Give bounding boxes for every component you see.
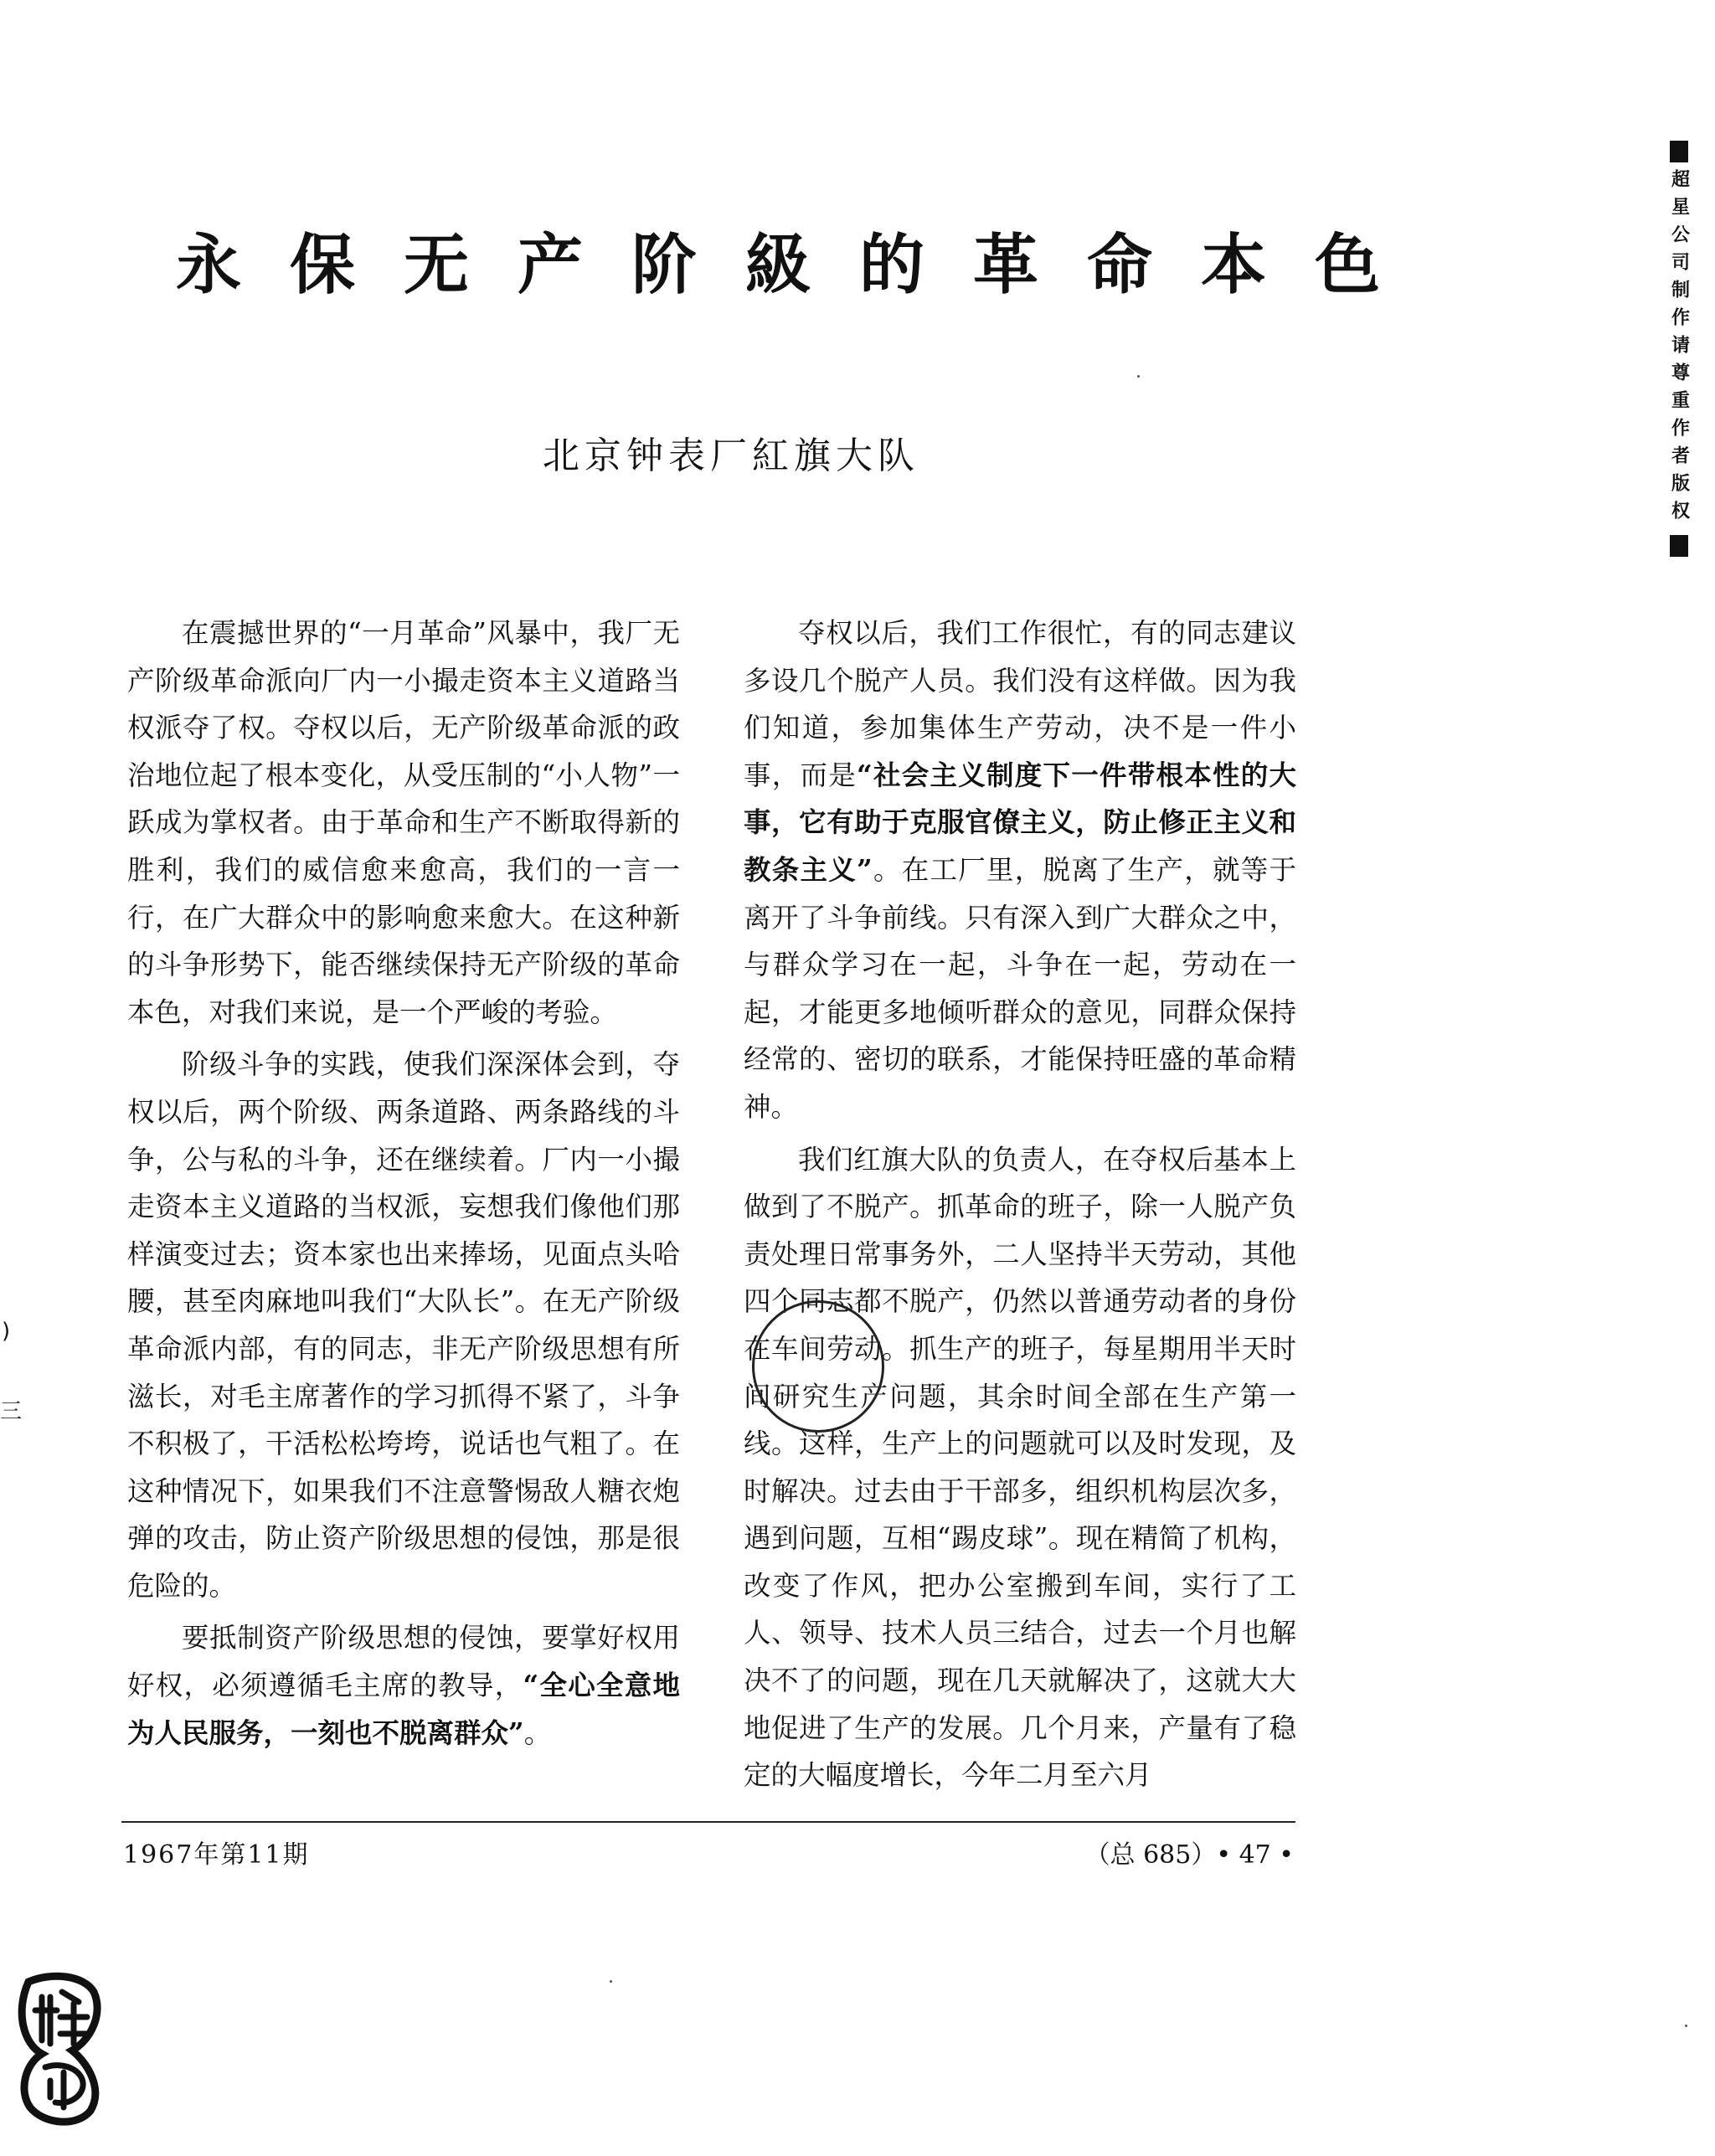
paragraph (127, 1614, 680, 1757)
text-run: 要抵制资产阶级思想的侵蚀，要掌好权用好权，必须遵循毛主席的教导， (127, 1622, 680, 1702)
scan-speck (610, 1980, 612, 1983)
scan-speck (1685, 2025, 1687, 2027)
article-title: 永保无产阶級的革命本色 (176, 227, 1429, 303)
margin-mark: ) (2, 1319, 11, 1344)
notice-bar-top (1670, 141, 1688, 162)
paragraph: 我们红旗大队的负责人，在夺权后基本上做到了不脱产。抓革命的班子，除一人脱产负责处理日常事务外，二人坚持半天劳动，其他四个同志都不脱产，仍然以普通劳动者的身份在车间劳动。抓生产的班子，每星期用半天时间研究生产问题，其余时间全部在生产第一线。这样，生产上的问题就可以及时发现，及时解决。过去由于干部多，组织机构层次多，遇到问题，互相“踢皮球”。现在精简了机构，改变了作风，把办公室搬到车间，实行了工人、领导、技术人员三结合，过去一个月也解决不了的问题，现在几天就解决了，这就大大地促进了生产的发展。几个月来，产量有了稳定的大幅度增长，今年二月至六月 (744, 1143, 1296, 1792)
text-run: 。在工厂里，脱离了生产，就等于离开了斗争前线。只有深入到广大群众之中，与群众学习在一起，斗争在一起，劳动在一起，才能更多地倾听群众的意见，同群众保持经常的、密切的联系，才能保持旺盛的革命精神。 (744, 853, 1296, 1123)
footer-rule (121, 1821, 1295, 1823)
notice-bar-bottom (1670, 535, 1688, 557)
right-column (744, 610, 1296, 1799)
quotation-bold: “全心全意地为人民服务，一刻也不脱离群众” (127, 1669, 680, 1749)
paragraph (744, 610, 1296, 1131)
left-column (127, 610, 680, 1757)
text-run: 。 (523, 1716, 552, 1749)
text-run: 夺权以后，我们工作很忙，有的同志建议多设几个脱产人员。我们没有这样做。因为我们知道，参加集体生产劳动，决不是一件小事，而是 (744, 617, 1296, 791)
notice-text: 超星公司制作请尊重作者版权 (1668, 169, 1690, 528)
margin-mark: 三 (0, 1399, 23, 1424)
issue-label: 1967年第11期 (123, 1840, 310, 1870)
scan-speck (1137, 375, 1140, 378)
copyright-notice (1662, 141, 1696, 557)
quotation-bold: “社会主义制度下一件带根本性的大事，它有助于克服官僚主义，防止修正主义和教条主义” (744, 758, 1296, 886)
paragraph: 阶级斗争的实践，使我们深深体会到，夺权以后，两个阶级、两条道路、两条路线的斗争，公与私的斗争，还在继续着。厂内一小撮走资本主义道路的当权派，妄想我们像他们那样演变过去；资本家也出来捧场，见面点头哈腰，甚至肉麻地叫我们“大队长”。在无产阶级革命派内部，有的同志，非无产阶级思想有所滋长，对毛主席著作的学习抓得不紧了，斗争不积极了，干活松松垮垮，说话也气粗了。在这种情况下，如果我们不注意警惕敌人糖衣炮弹的攻击，防止资产阶级思想的侵蚀，那是很危险的。 (127, 1048, 680, 1602)
handwritten-circle-mark (752, 1300, 884, 1433)
article-byline: 北京钟表厂紅旗大队 (543, 435, 919, 477)
paragraph: 在震撼世界的“一月革命”风暴中，我厂无产阶级革命派向厂内一小撮走资本主义道路当权派夺了权。夺权以后，无产阶级革命派的政治地位起了根本变化，从受压制的“小人物”一跃成为掌权者。由于革命和生产不断取得新的胜利，我们的威信愈来愈高，我们的一言一行，在广大群众中的影响愈来愈大。在这种新的斗争形势下，能否继续保持无产阶级的革命本色，对我们来说，是一个严峻的考验。 (127, 617, 680, 1028)
seal-stamp (10, 1963, 109, 2131)
page-number: （总 685）• 47 • (1084, 1840, 1294, 1870)
